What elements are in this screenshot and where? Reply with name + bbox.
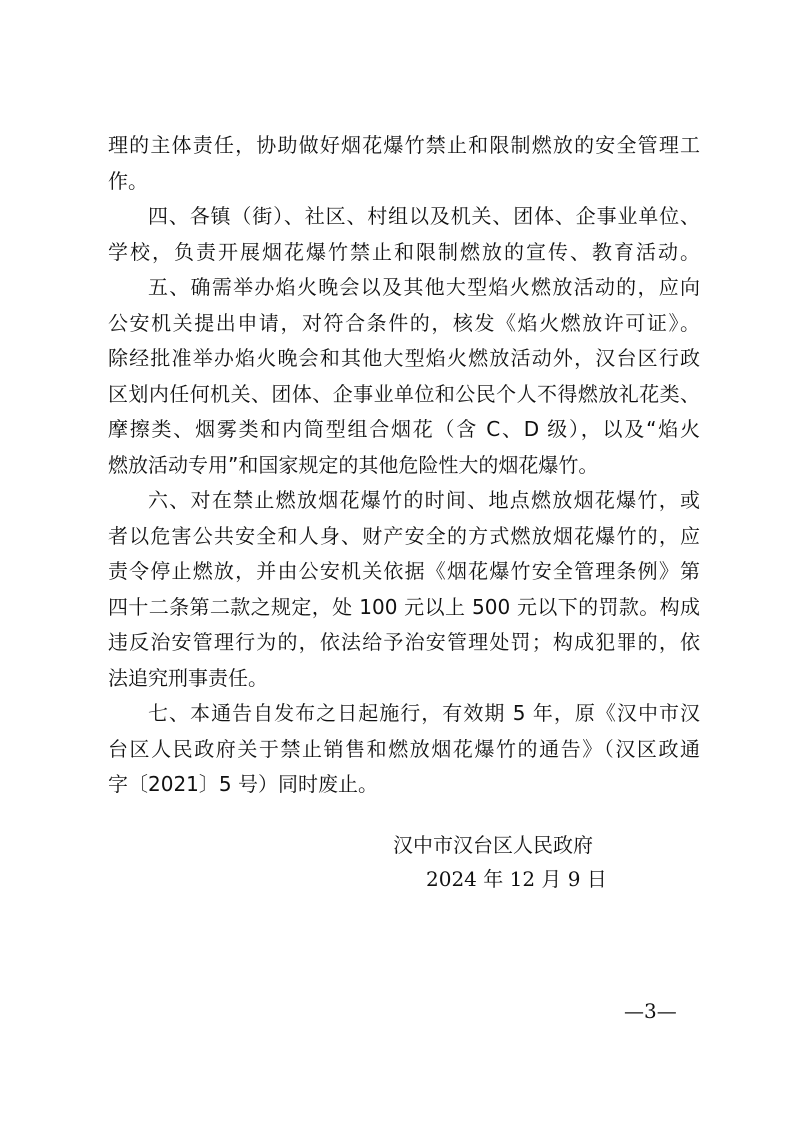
text-line: 理的主体责任，协助做好烟花爆竹禁止和限制燃放的安全管理工	[108, 133, 700, 157]
text-line: 台区人民政府关于禁止销售和燃放烟花爆竹的通告》（汉区政通	[108, 736, 700, 761]
issue-date: 2024 年 12 月 9 日	[426, 867, 607, 891]
text-line: 除经批准举办焰火晚会和其他大型焰火燃放活动外，汉台区行政	[108, 346, 700, 370]
text-line: 责令停止燃放，并由公安机关依据《烟花爆竹安全管理条例》第	[108, 559, 700, 583]
text-line: 违反治安管理行为的，依法给予治安管理处罚；构成犯罪的，依	[108, 630, 700, 654]
text-line: 五、确需举办焰火晚会以及其他大型焰火燃放活动的，应向	[148, 275, 700, 299]
text-line: 燃放活动专用”和国家规定的其他危险性大的烟花爆竹。	[108, 452, 599, 477]
page-number: —3—	[624, 999, 677, 1023]
text-line: 字〔2021〕5 号）同时废止。	[108, 772, 378, 796]
text-line: 七、本通告自发布之日起施行，有效期 5 年，原《汉中市汉	[148, 701, 700, 725]
text-line: 摩擦类、烟雾类和内筒型组合烟花（含 C、D 级），以及“焰火	[108, 417, 700, 441]
text-line: 四、各镇（街）、社区、村组以及机关、团体、企事业单位、	[148, 204, 700, 228]
document-body	[108, 128, 700, 803]
text-line: 者以危害公共安全和人身、财产安全的方式燃放烟花爆竹的，应	[108, 523, 700, 548]
text-line: 六、对在禁止燃放烟花爆竹的时间、地点燃放烟花爆竹，或	[148, 488, 700, 512]
text-line: 学校，负责开展烟花爆竹禁止和限制燃放的宣传、教育活动。	[108, 239, 700, 264]
text-line: 区划内任何机关、团体、企事业单位和公民个人不得燃放礼花类、	[108, 381, 700, 406]
text-line: 法追究刑事责任。	[108, 665, 268, 690]
text-line: 公安机关提出申请，对符合条件的，核发《焰火燃放许可证》。	[108, 310, 700, 335]
text-line: 四十二条第二款之规定，处 100 元以上 500 元以下的罚款。构成	[108, 594, 700, 619]
text-line: 作。	[108, 168, 148, 193]
issuing-organization: 汉中市汉台区人民政府	[393, 833, 593, 857]
signature-block	[393, 828, 633, 896]
